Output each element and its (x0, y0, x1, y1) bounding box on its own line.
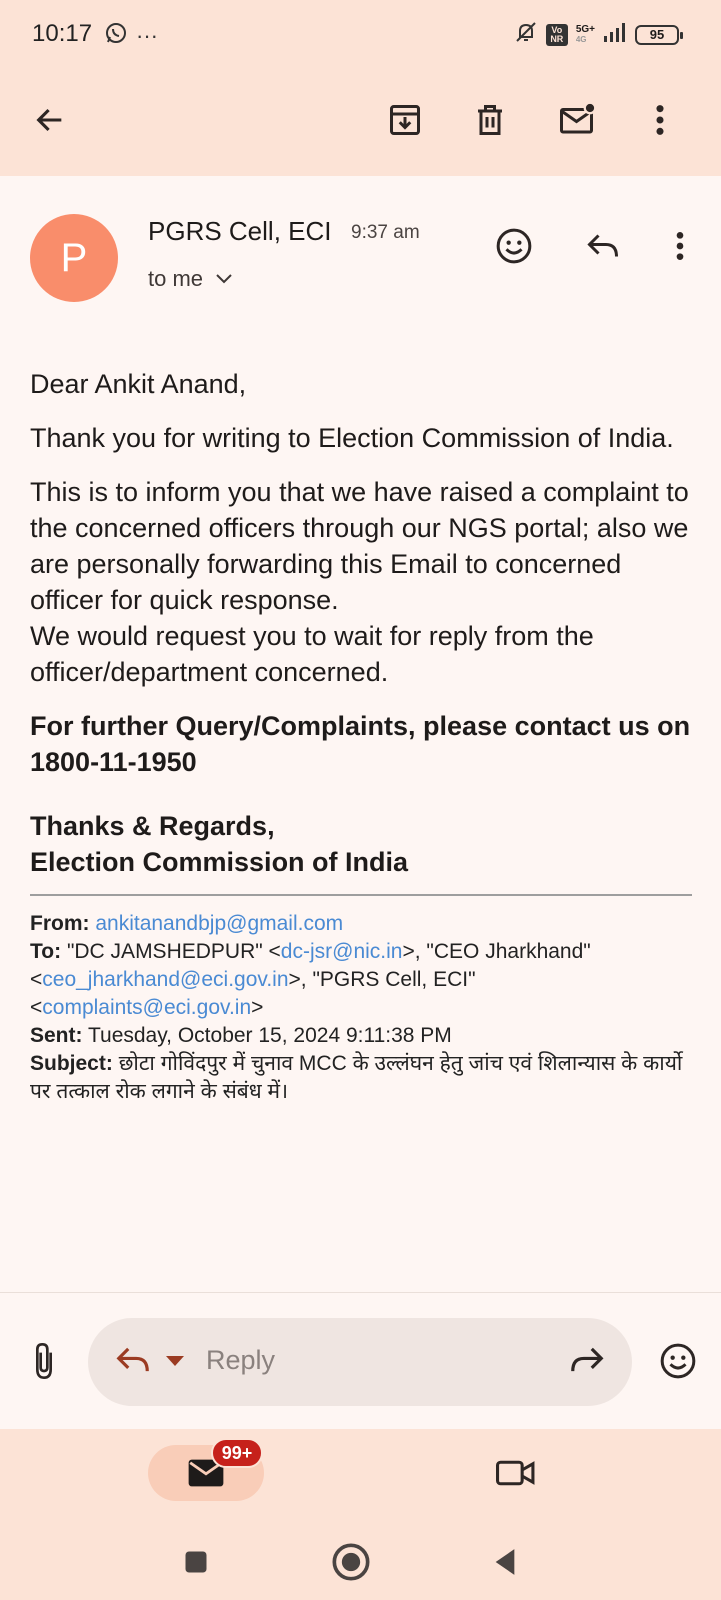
more-options-button[interactable] (632, 92, 688, 148)
signature-org: Election Commission of India (30, 847, 409, 877)
body-paragraph: Thank you for writing to Election Commission of India. (30, 423, 674, 453)
home-button[interactable] (321, 1537, 381, 1587)
quoted-to: To: "DC JAMSHEDPUR" <dc-jsr@nic.in>, "CEO Jharkhand" <ceo_jharkhand@eci.gov.in>, "PGRS Cell, ECI" <complaints@eci.gov.in> (30, 940, 591, 1019)
quoted-subject: Subject: छोटा गोविंदपुर में चुनाव MCC के उल्लंघन हेतु जांच एवं शिलान्यास के कार्यो पर तत्काल रोक लगाने के संबंध में। (30, 1052, 683, 1103)
from-email-link[interactable]: ankitanandbjp@gmail.com (95, 912, 344, 935)
top-app-bar (0, 70, 721, 176)
video-camera-icon (496, 1458, 536, 1488)
back-icon (33, 103, 67, 137)
reply-placeholder: Reply (206, 1345, 276, 1375)
unread-badge: 99+ (211, 1438, 263, 1468)
status-time: 10:17 (32, 20, 93, 47)
system-back-button[interactable] (475, 1537, 535, 1587)
delete-button[interactable] (462, 92, 518, 148)
battery-indicator: 95 (635, 25, 679, 45)
whatsapp-icon (104, 21, 128, 50)
chevron-down-icon (215, 273, 233, 285)
email-content (0, 176, 721, 1293)
reply-icon (585, 231, 621, 261)
to-email-link[interactable]: dc-jsr@nic.in (280, 940, 403, 963)
mark-unread-button[interactable] (550, 92, 606, 148)
greeting: Dear Ankit Anand, (30, 369, 247, 399)
network-sub-type: 4G (575, 34, 587, 44)
quoted-sent: Sent: Tuesday, October 15, 2024 9:11:38 PM (30, 1024, 452, 1047)
recipient-toggle[interactable] (148, 266, 233, 292)
mark-unread-icon (558, 102, 598, 138)
attach-button[interactable] (24, 1333, 64, 1389)
sender-name: PGRS Cell, ECI (148, 216, 332, 246)
more-notifications-icon: ··· (136, 22, 158, 48)
home-circle-icon (331, 1542, 371, 1582)
quote-divider (30, 894, 692, 896)
signoff: Thanks & Regards, (30, 811, 275, 841)
quoted-from: From: ankitanandbjp@gmail.com (30, 912, 344, 935)
forward-icon (568, 1344, 606, 1376)
recents-button[interactable] (166, 1537, 226, 1587)
emoji-icon (494, 226, 534, 266)
archive-button[interactable] (377, 92, 433, 148)
back-button[interactable] (22, 92, 78, 148)
email-body (30, 366, 700, 1106)
square-icon (182, 1548, 210, 1576)
quoted-header (30, 910, 700, 1106)
emoji-button[interactable] (656, 1339, 700, 1383)
emoji-icon (658, 1341, 698, 1381)
recipient-label: to me (148, 266, 204, 291)
reply-bar (0, 1293, 721, 1429)
attachment-icon (31, 1341, 57, 1381)
delete-icon (472, 102, 508, 138)
email-more-button[interactable] (656, 222, 704, 270)
body-paragraph: We would request you to wait for reply from the officer/department concerned. (30, 621, 594, 687)
sender-avatar[interactable]: P (30, 214, 118, 302)
status-bar (0, 0, 721, 70)
more-vert-icon (654, 103, 666, 137)
reply-options-dropdown[interactable] (166, 1356, 184, 1366)
email-time: 9:37 am (351, 222, 420, 243)
reply-input[interactable] (88, 1318, 632, 1406)
network-type: 5G+ (575, 23, 595, 35)
contact-info: For further Query/Complaints, please contact us on 1800-11-1950 (30, 711, 691, 777)
reply-header-button[interactable] (579, 222, 627, 270)
bottom-navigation (0, 1429, 721, 1600)
body-paragraph: This is to inform you that we have raised a complaint to the concerned officers through our NGS portal; also we are personally forwarding this Email to concerned officer for quick response. (30, 477, 689, 615)
to-email-link[interactable]: complaints@eci.gov.in (42, 996, 252, 1019)
mute-icon (514, 20, 538, 49)
reply-icon (114, 1344, 152, 1376)
to-email-link[interactable]: ceo_jharkhand@eci.gov.in (42, 968, 289, 991)
archive-icon (387, 102, 423, 138)
triangle-back-icon (491, 1546, 519, 1578)
meet-tab[interactable] (488, 1445, 544, 1501)
more-vert-icon (675, 230, 685, 262)
react-emoji-button[interactable] (490, 222, 538, 270)
volte-icon: Vo NR (546, 24, 568, 46)
signal-icon (603, 22, 627, 47)
